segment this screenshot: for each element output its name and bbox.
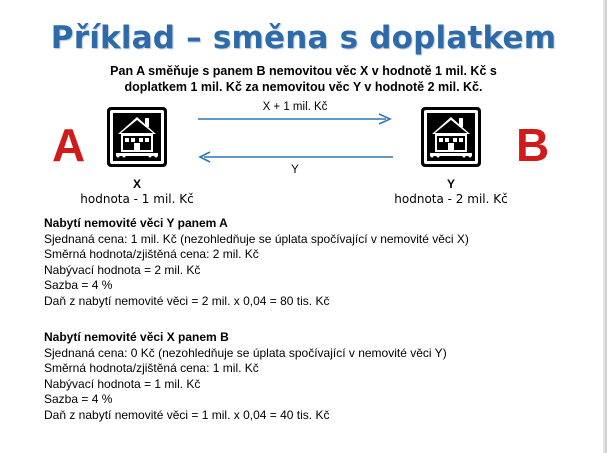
arrow-top-label: X + 1 mil. Kč [262, 101, 328, 113]
section-heading: Nabytí nemovité věci Y panem A [44, 216, 228, 230]
property-y-name: Y [446, 177, 455, 191]
section-line: Nabývací hodnota = 1 mil. Kč [44, 376, 201, 391]
section-line: Sjednaná cena: 1 mil. Kč (nezohledňuje se úplata spočívající v nemovité věci X) [44, 231, 469, 246]
party-a-label: A [52, 119, 86, 171]
section-line: Směrná hodnota/zjištěná cena: 2 mil. Kč [44, 247, 259, 262]
arrow-bottom-label: Y [291, 164, 299, 176]
intro-line-2: doplatkem 1 mil. Kč za nemovitou věc Y v hodnotě 2 mil. Kč. [124, 80, 483, 94]
property-x-value: hodnota - 1 mil. Kč [80, 192, 194, 206]
section-line: Daň z nabytí nemovité věci = 2 mil. x 0,04 = 80 tis. Kč [44, 293, 330, 308]
party-b-label: B [516, 119, 550, 171]
arrow-left-icon [196, 150, 396, 164]
house-icon [106, 106, 168, 168]
section-line: Nabývací hodnota = 2 mil. Kč [44, 262, 201, 277]
intro-text [40, 63, 567, 95]
property-y-value: hodnota - 2 mil. Kč [394, 192, 508, 206]
section-line: Sazba = 4 % [44, 278, 113, 293]
slide-title: Příklad – směna s doplatkem [50, 20, 557, 56]
section-line: Sazba = 4 % [44, 392, 113, 407]
slide-edge [603, 0, 607, 453]
house-icon [420, 106, 482, 168]
section-y-acquisition [44, 216, 584, 310]
arrow-right-icon [196, 112, 396, 126]
section-line: Sjednaná cena: 0 Kč (nezohledňuje se úplata spočívající v nemovité věci Y) [44, 345, 447, 360]
section-line: Směrná hodnota/zjištěná cena: 1 mil. Kč [44, 361, 259, 376]
section-x-acquisition [44, 330, 584, 424]
intro-line-1: Pan A směňuje s panem B nemovitou věc X v hodnotě 1 mil. Kč s [110, 64, 497, 78]
section-line: Daň z nabytí nemovité věci = 1 mil. x 0,04 = 40 tis. Kč [44, 407, 330, 422]
section-heading: Nabytí nemovité věci X panem B [44, 330, 229, 344]
property-x-name: X [132, 177, 141, 191]
